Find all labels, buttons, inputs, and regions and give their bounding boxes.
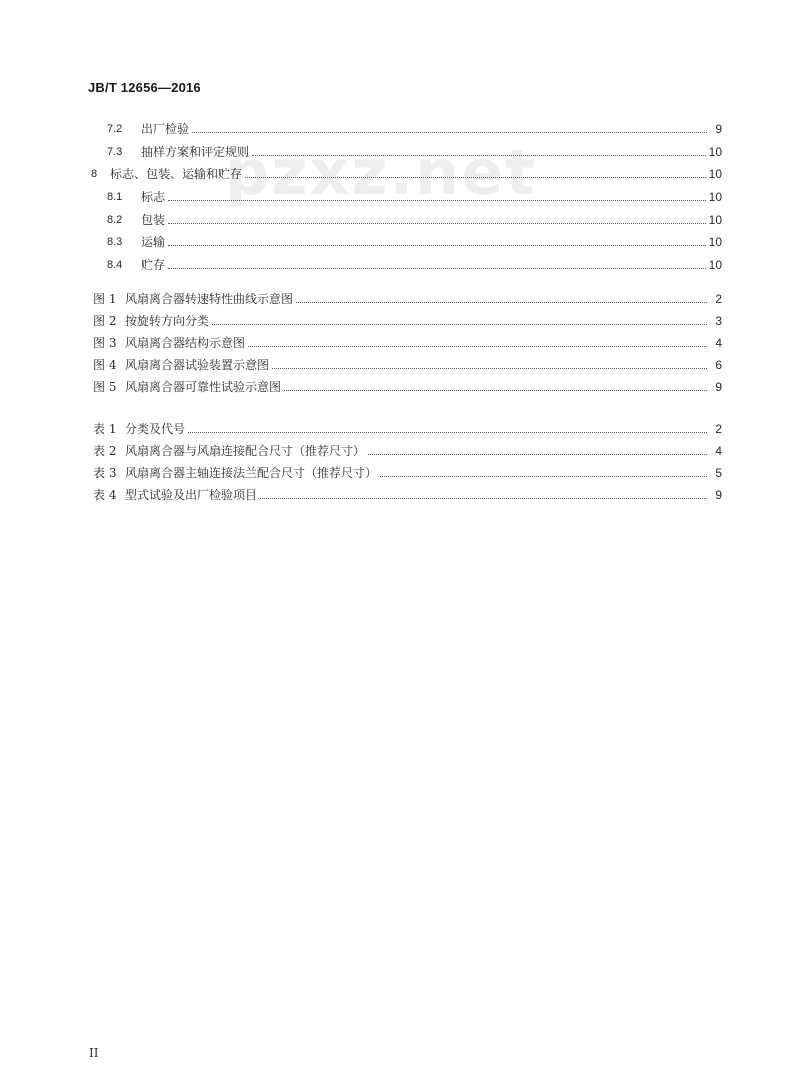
- table-entry-number: 表 1: [93, 422, 117, 436]
- dot-leader: [248, 346, 707, 347]
- toc-entry-title: 标志、包装、运输和贮存: [110, 167, 243, 181]
- dot-leader: [192, 132, 707, 133]
- figure-entry-title: 风扇离合器可靠性试验示意图: [125, 380, 282, 394]
- table-entry-page: 4: [715, 444, 722, 458]
- figure-entry-title: 按旋转方向分类: [125, 314, 210, 328]
- dot-leader: [168, 200, 706, 201]
- figure-entry-number: 图 5: [93, 380, 117, 394]
- table-entry-title: 风扇离合器主轴连接法兰配合尺寸（推荐尺寸）: [125, 466, 378, 480]
- table-entry-2[interactable]: [93, 440, 722, 458]
- toc-entry-page: 10: [708, 145, 722, 159]
- dot-leader: [245, 177, 706, 178]
- figure-entry-3[interactable]: [93, 332, 722, 350]
- toc-entry-8-2[interactable]: [107, 209, 722, 227]
- toc-entry-page: 10: [708, 167, 722, 181]
- dot-leader: [168, 268, 706, 269]
- figure-entry-1[interactable]: [93, 288, 722, 306]
- dot-leader: [296, 302, 707, 303]
- toc-entry-title: 包装: [141, 213, 166, 227]
- dot-leader: [252, 155, 706, 156]
- figure-entry-page: 3: [715, 314, 722, 328]
- toc-entry-title: 标志: [141, 190, 166, 204]
- toc-entry-8-1[interactable]: [107, 186, 722, 204]
- watermark-text: pzxz.net: [225, 136, 537, 209]
- table-entry-page: 2: [715, 422, 722, 436]
- figure-entry-5[interactable]: [93, 376, 722, 394]
- dot-leader: [368, 454, 707, 455]
- toc-entry-number: 7.2: [107, 123, 123, 135]
- figure-entry-page: 6: [715, 358, 722, 372]
- figure-entry-number: 图 3: [93, 336, 117, 350]
- table-entry-number: 表 2: [93, 444, 117, 458]
- toc-entry-page: 10: [708, 213, 722, 227]
- dot-leader: [212, 324, 707, 325]
- toc-entry-number: 8.3: [107, 236, 123, 248]
- table-entry-title: 型式试验及出厂检验项目: [125, 488, 258, 502]
- toc-entry-title: 出厂检验: [141, 122, 190, 136]
- dot-leader: [272, 368, 707, 369]
- toc-entry-number: 8.4: [107, 259, 123, 271]
- toc-entry-number: 8.2: [107, 214, 123, 226]
- figure-entry-title: 风扇离合器结构示意图: [125, 336, 246, 350]
- figure-entry-page: 2: [715, 292, 722, 306]
- figure-entry-number: 图 2: [93, 314, 117, 328]
- toc-entry-page: 10: [708, 235, 722, 249]
- toc-entry-8-3[interactable]: [107, 231, 722, 249]
- toc-entry-8[interactable]: [91, 163, 722, 181]
- table-entry-page: 9: [715, 488, 722, 502]
- table-entry-title: 风扇离合器与风扇连接配合尺寸（推荐尺寸）: [125, 444, 366, 458]
- figure-entry-title: 风扇离合器试验装置示意图: [125, 358, 270, 372]
- dot-leader: [284, 390, 707, 391]
- dot-leader: [168, 245, 706, 246]
- toc-entry-title: 贮存: [141, 258, 166, 272]
- figure-entry-number: 图 1: [93, 292, 117, 306]
- dot-leader: [168, 223, 706, 224]
- toc-entry-7-3[interactable]: [107, 141, 722, 159]
- dot-leader: [260, 498, 707, 499]
- table-entry-title: 分类及代号: [125, 422, 186, 436]
- figure-entry-4[interactable]: [93, 354, 722, 372]
- toc-entry-7-2[interactable]: [107, 118, 722, 136]
- page-number-footer: II: [89, 1046, 99, 1060]
- toc-entry-title: 抽样方案和评定规则: [141, 145, 250, 159]
- toc-entry-page: 10: [708, 258, 722, 272]
- figure-entry-page: 4: [715, 336, 722, 350]
- toc-entry-page: 9: [715, 122, 722, 136]
- table-entry-number: 表 3: [93, 466, 117, 480]
- table-entry-page: 5: [715, 466, 722, 480]
- document-id-header: JB/T 12656—2016: [88, 80, 201, 95]
- table-entry-4[interactable]: [93, 484, 722, 502]
- toc-entry-number: 8.1: [107, 191, 123, 203]
- table-entry-3[interactable]: [93, 462, 722, 480]
- figure-entry-page: 9: [715, 380, 722, 394]
- table-entry-number: 表 4: [93, 488, 117, 502]
- dot-leader: [380, 476, 707, 477]
- toc-entry-8-4[interactable]: [107, 254, 722, 272]
- toc-entry-number: 8: [91, 168, 98, 180]
- table-entry-1[interactable]: [93, 418, 722, 436]
- figure-entry-number: 图 4: [93, 358, 117, 372]
- figure-entry-2[interactable]: [93, 310, 722, 328]
- toc-entry-title: 运输: [141, 235, 166, 249]
- dot-leader: [188, 432, 707, 433]
- toc-entry-page: 10: [708, 190, 722, 204]
- toc-entry-number: 7.3: [107, 146, 123, 158]
- figure-entry-title: 风扇离合器转速特性曲线示意图: [125, 292, 294, 306]
